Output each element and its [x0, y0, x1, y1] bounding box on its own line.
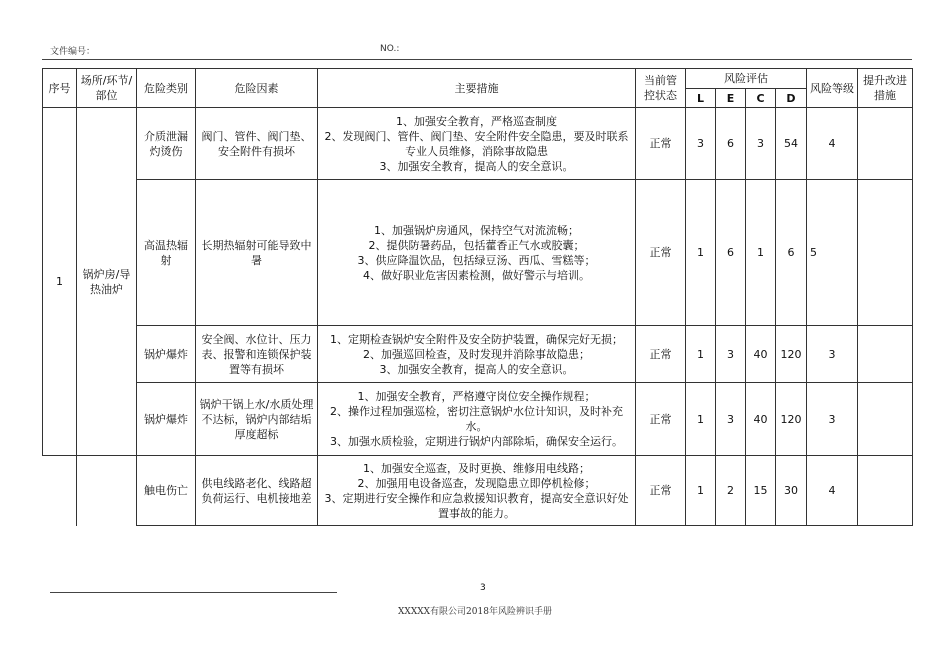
category-cell: 触电伤亡	[137, 456, 196, 526]
seq-cell: 1	[43, 108, 77, 456]
header-factor: 危险因素	[196, 69, 318, 108]
measure-line: 3、定期进行安全操作和应急救援知识教育，提高安全意识好处置事故的能力。	[324, 491, 629, 520]
header-d: D	[776, 89, 807, 108]
status-cell: 正常	[636, 108, 686, 180]
measure-line: 2、加强用电设备巡查，发现隐患立即停机检修；	[357, 476, 596, 490]
no-label: NO.:	[380, 44, 400, 54]
level-value: 4	[807, 108, 858, 180]
c-value: 3	[746, 108, 776, 180]
factor-cell: 阀门、管件、阀门垫、安全附件有损坏	[196, 108, 318, 180]
header-rule	[42, 59, 912, 60]
page-number: 3	[480, 583, 486, 593]
status-cell: 正常	[636, 383, 686, 456]
measures-cell	[318, 326, 636, 383]
level-value: 3	[807, 383, 858, 456]
measures-cell	[318, 108, 636, 180]
header-status: 当前管控状态	[636, 69, 686, 108]
category-cell: 锅炉爆炸	[137, 383, 196, 456]
c-value: 15	[746, 456, 776, 526]
measure-line: 3、加强安全教育，提高人的安全意识。	[379, 159, 574, 173]
measures-cell	[318, 456, 636, 526]
measure-line: 1、加强锅炉房通风，保持空气对流流畅；	[374, 223, 579, 237]
empty-location-cell	[77, 456, 137, 526]
empty-seq-cell	[43, 456, 77, 526]
measure-line: 1、加强安全教育，严格巡查制度	[396, 114, 557, 128]
factor-cell: 锅炉干锅上水/水质处理不达标，锅炉内部结垢厚度超标	[196, 383, 318, 456]
header-seq: 序号	[43, 69, 77, 108]
location-cell: 锅炉房/导热油炉	[77, 108, 137, 456]
measure-line: 3、供应降温饮品，包括绿豆汤、西瓜、雪糕等；	[357, 253, 596, 267]
measure-line: 1、定期检查锅炉安全附件及安全防护装置，确保完好无损；	[330, 332, 623, 346]
header-measures: 主要措施	[318, 69, 636, 108]
header-level: 风险等级	[807, 69, 858, 108]
table-row	[43, 326, 913, 383]
header-improve: 提升改进措施	[858, 69, 913, 108]
c-value: 1	[746, 180, 776, 326]
e-value: 3	[716, 326, 746, 383]
factor-cell: 供电线路老化、线路超负荷运行、电机接地差	[196, 456, 318, 526]
level-value: 5	[807, 180, 858, 326]
l-value: 3	[686, 108, 716, 180]
measure-line: 2、加强巡回检查，及时发现并消除事故隐患；	[363, 347, 590, 361]
improve-cell	[858, 456, 913, 526]
table-row	[43, 108, 913, 180]
measure-line: 1、加强安全巡查，及时更换、维修用电线路；	[363, 461, 590, 475]
e-value: 3	[716, 383, 746, 456]
category-cell: 锅炉爆炸	[137, 326, 196, 383]
measure-line: 2、发现阀门、管件、阀门垫、安全附件安全隐患，要及时联系专业人员维修，消除事故隐患	[324, 129, 629, 158]
d-value: 120	[776, 326, 807, 383]
document-number-label: 文件编号：	[50, 47, 96, 57]
measures-cell	[318, 180, 636, 326]
header-c: C	[746, 89, 776, 108]
improve-cell	[858, 383, 913, 456]
measure-line: 1、加强安全教育，严格遵守岗位安全操作规程；	[357, 390, 596, 403]
factor-cell: 安全阀、水位计、压力表、报警和连锁保护装置等有损坏	[196, 326, 318, 383]
improve-cell	[858, 180, 913, 326]
header-assessment: 风险评估	[686, 69, 807, 89]
d-value: 54	[776, 108, 807, 180]
measure-line: 4、做好职业危害因素检测，做好警示与培训。	[363, 268, 590, 282]
measure-line: 3、加强安全教育，提高人的安全意识。	[379, 362, 574, 376]
c-value: 40	[746, 326, 776, 383]
status-cell: 正常	[636, 180, 686, 326]
table-row	[43, 180, 913, 326]
l-value: 1	[686, 180, 716, 326]
e-value: 2	[716, 456, 746, 526]
header-l: L	[686, 89, 716, 108]
d-value: 30	[776, 456, 807, 526]
header-location: 场所/环节/部位	[77, 69, 137, 108]
d-value: 120	[776, 383, 807, 456]
header-category: 危险类别	[137, 69, 196, 108]
risk-assessment-table	[42, 68, 913, 526]
measure-line: 2、操作过程加强巡检，密切注意锅炉水位计知识，及时补充水。	[330, 405, 623, 433]
table-row	[43, 383, 913, 456]
table-row	[43, 456, 913, 526]
improve-cell	[858, 108, 913, 180]
l-value: 1	[686, 383, 716, 456]
factor-cell: 长期热辐射可能导致中暑	[196, 180, 318, 326]
header-row	[43, 69, 913, 89]
category-cell: 介质泄漏灼烫伤	[137, 108, 196, 180]
e-value: 6	[716, 108, 746, 180]
level-value: 4	[807, 456, 858, 526]
header-e: E	[716, 89, 746, 108]
c-value: 40	[746, 383, 776, 456]
measures-cell	[318, 383, 636, 456]
improve-cell	[858, 326, 913, 383]
status-cell: 正常	[636, 456, 686, 526]
measure-line: 3、加强水质检验，定期进行锅炉内部除垢，确保安全运行。	[330, 435, 623, 448]
footer-rule	[50, 592, 337, 593]
category-cell: 高温热辐射	[137, 180, 196, 326]
e-value: 6	[716, 180, 746, 326]
l-value: 1	[686, 326, 716, 383]
l-value: 1	[686, 456, 716, 526]
measure-line: 2、提供防暑药品，包括藿香正气水或胶囊；	[368, 238, 585, 252]
footer-title: XXXXX有限公司2018年风险辨识手册	[398, 607, 552, 617]
level-value: 3	[807, 326, 858, 383]
d-value: 6	[776, 180, 807, 326]
status-cell: 正常	[636, 326, 686, 383]
